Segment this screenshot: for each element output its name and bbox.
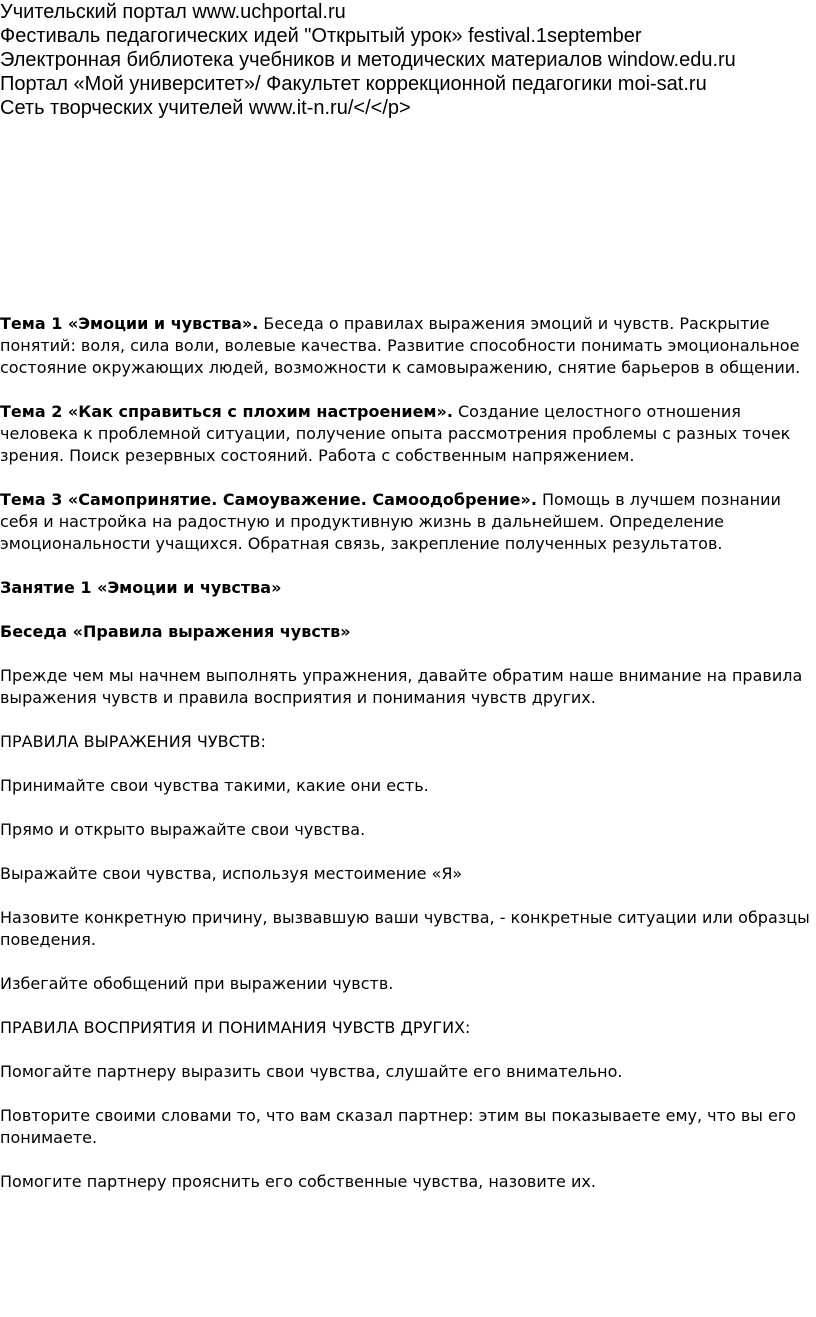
link-line: Электронная библиотека учебников и методических материалов window.edu.ru (0, 49, 736, 71)
perception-rule: Повторите своими словами то, что вам сказал партнер: этим вы показываете ему, что вы его понимаете. (0, 1106, 797, 1147)
perception-rule: Помогите партнеру прояснить его собственные чувства, назовите их. (0, 1172, 596, 1191)
link-line: Фестиваль педагогических идей "Открытый урок» festival.1september (0, 25, 642, 47)
expression-rule: Назовите конкретную причину, вызвавшую ваши чувства, - конкретные ситуации или образцы поведения. (0, 908, 810, 949)
expression-rule: Выражайте свои чувства, используя местоимение «Я» (0, 864, 463, 883)
expression-rules-heading: ПРАВИЛА ВЫРАЖЕНИЯ ЧУВСТВ: (0, 732, 266, 751)
topic-text: Создание целостного отношения человека к проблемной ситуации, получение опыта рассмотрения проблемы с разных точек зрения. Поиск резервных состояний. Работа с собственным напряжением. (0, 402, 791, 465)
topic-paragraph (0, 401, 812, 467)
topic-paragraph (0, 489, 812, 555)
perception-rules-heading: ПРАВИЛА ВОСПРИЯТИЯ И ПОНИМАНИЯ ЧУВСТВ ДРУГИХ: (0, 1018, 471, 1037)
talk-heading (0, 621, 812, 643)
expression-rule: Избегайте обобщений при выражении чувств. (0, 974, 394, 993)
talk-heading-text: Беседа «Правила выражения чувств» (0, 622, 351, 641)
expression-rule: Принимайте свои чувства такими, какие они есть. (0, 776, 429, 795)
expression-rule: Прямо и открыто выражайте свои чувства. (0, 820, 366, 839)
topic-title: Тема 1 «Эмоции и чувства». (0, 314, 259, 333)
topic-paragraph (0, 313, 812, 379)
document-body (0, 313, 812, 1215)
lesson-heading-text: Занятие 1 «Эмоции и чувства» (0, 578, 282, 597)
topic-title: Тема 2 «Как справиться с плохим настроением». (0, 402, 453, 421)
topic-title: Тема 3 «Самопринятие. Самоуважение. Самоодобрение». (0, 490, 537, 509)
link-line: Портал «Мой университет»/ Факультет коррекционной педагогики moi-sat.ru (0, 73, 707, 95)
link-line: Сеть творческих учителей www.it-n.ru/</</p> (0, 97, 411, 119)
topic-text: Беседа о правилах выражения эмоций и чувств. Раскрытие понятий: воля, сила воли, волевые качества. Развитие способности понимать эмоциональное состояние окружающих людей, возможности к самовыражению, снятие барьеров в общении. (0, 314, 801, 377)
resource-links (0, 0, 816, 120)
perception-rule: Помогайте партнеру выразить свои чувства, слушайте его внимательно. (0, 1062, 623, 1081)
intro-paragraph: Прежде чем мы начнем выполнять упражнения, давайте обратим наше внимание на правила выражения чувств и правила восприятия и понимания чувств других. (0, 666, 803, 707)
link-line: Учительский портал www.uchportal.ru (0, 1, 346, 23)
lesson-heading (0, 577, 812, 599)
topic-text: Помощь в лучшем познании себя и настройка на радостную и продуктивную жизнь в дальнейшем. Определение эмоциональности учащихся. Обратная связь, закрепление полученных результатов. (0, 490, 781, 553)
